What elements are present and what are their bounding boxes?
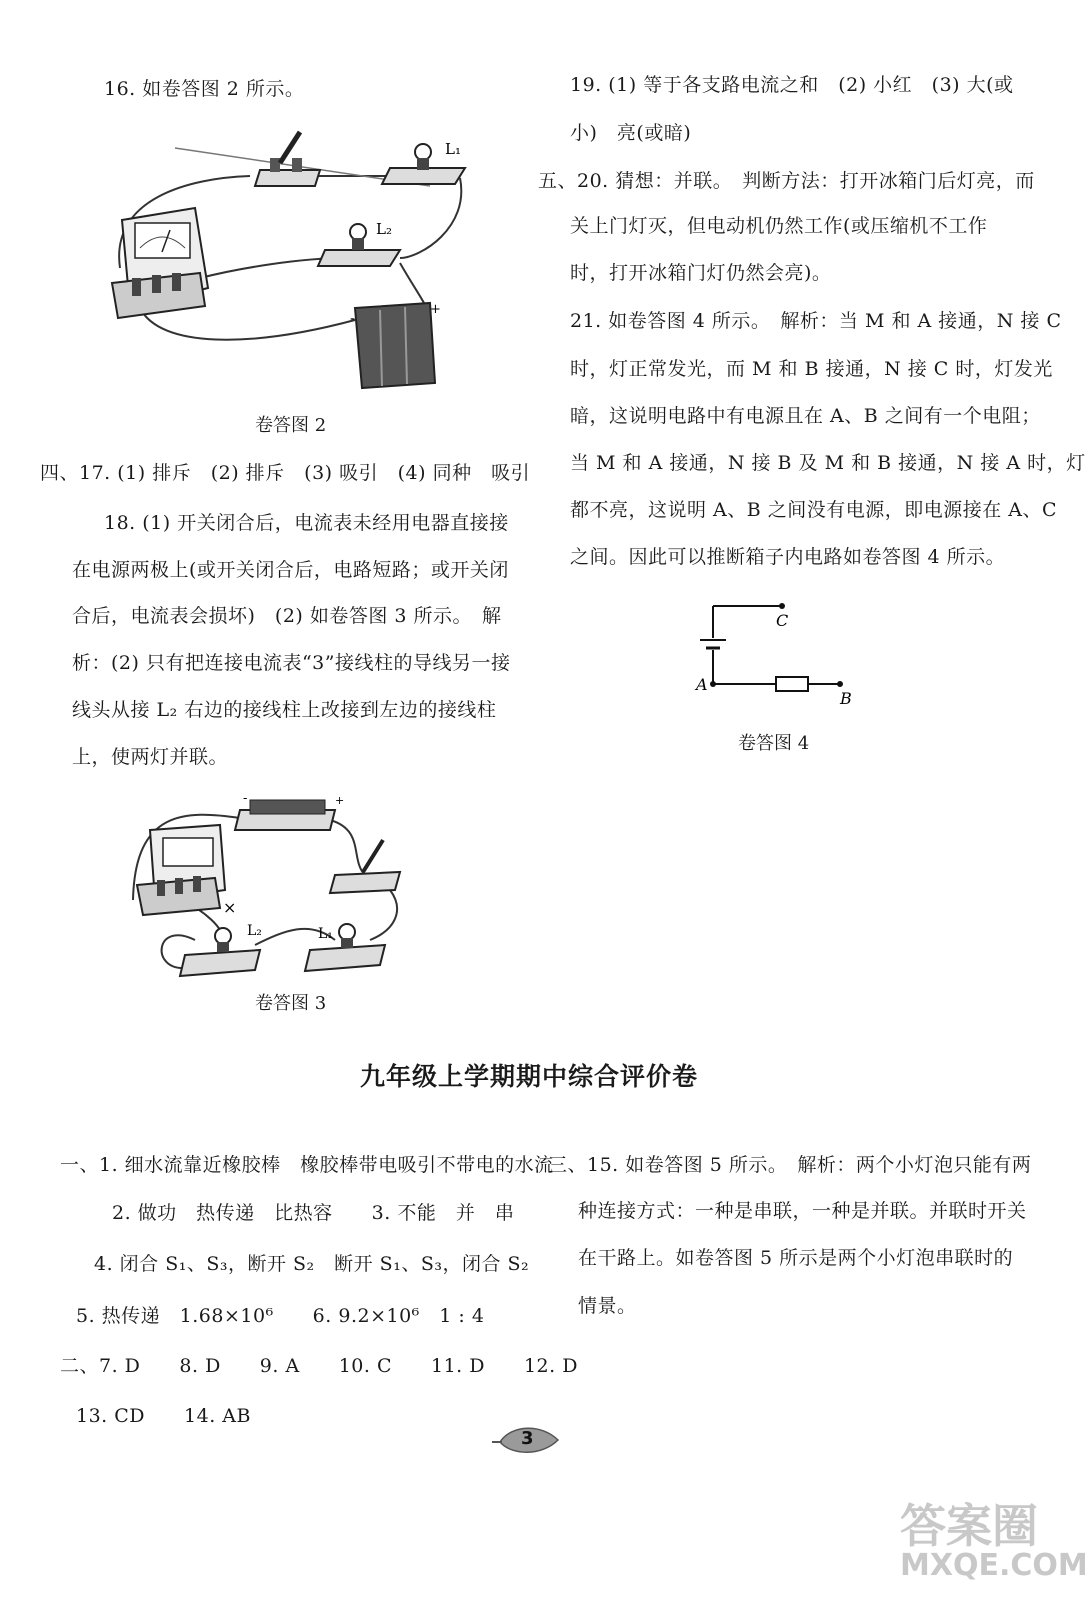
q15-line-1: 三、15. 如卷答图 5 所示。 解析：两个小灯泡只能有两 [548, 1154, 1032, 1176]
figure-2-caption: 卷答图 2 [255, 415, 327, 436]
q20-line-1: 五、20. 猜想：并联。 判断方法：打开冰箱门后灯亮，而 [538, 170, 1035, 192]
q21-line-5: 都不亮，这说明 A、B 之间没有电源，即电源接在 A、C [570, 499, 1058, 521]
watermark-url: MXQE.COM [900, 1548, 1088, 1583]
figure-2-circuit [100, 118, 480, 398]
q21-line-6: 之间。因此可以推断箱子内电路如卷答图 4 所示。 [570, 546, 1006, 568]
figure-4-schematic [688, 594, 858, 709]
figure-3-circuit [125, 790, 415, 990]
q18-line-2: 在电源两极上(或开关闭合后，电路短路；或开关闭 [72, 559, 509, 581]
fig2-l2-label: L₂ [376, 220, 392, 238]
fig4-c-label: C [776, 611, 789, 630]
q15-line-2: 种连接方式：一种是串联，一种是并联。并联时开关 [578, 1200, 1027, 1222]
page-number: 3 [521, 1428, 534, 1449]
fig3-l1-label: L₁ [318, 926, 333, 942]
lower-left-line-4: 5. 热传递 1.68×10⁶ 6. 9.2×10⁶ 1 : 4 [76, 1305, 485, 1327]
q18-line-3: 合后，电流表会损坏) (2) 如卷答图 3 所示。 解 [72, 605, 502, 627]
q21-line-2: 时，灯正常发光，而 M 和 B 接通，N 接 C 时，灯发光 [570, 358, 1053, 380]
fig2-plus-label: + [430, 302, 441, 317]
fig4-b-label: B [840, 689, 852, 708]
fig2-minus-label: - [350, 309, 356, 327]
lower-left-line-5: 二、7. D 8. D 9. A 10. C 11. D 12. D [60, 1355, 578, 1377]
watermark-logo-text: 答案圈 [900, 1499, 1038, 1553]
fig2-l1-label: L₁ [445, 140, 461, 158]
q18-line-5: 线头从接 L₂ 右边的接线柱上改接到左边的接线柱 [72, 699, 497, 721]
lower-left-line-6: 13. CD 14. AB [76, 1405, 251, 1427]
q16-text: 16. 如卷答图 2 所示。 [104, 78, 305, 100]
q15-line-3: 在干路上。如卷答图 5 所示是两个小灯泡串联时的 [578, 1247, 1014, 1269]
q18-line-6: 上，使两灯并联。 [72, 746, 229, 768]
q21-line-1: 21. 如卷答图 4 所示。 解析：当 M 和 A 接通，N 接 C [570, 310, 1062, 332]
section-title: 九年级上学期期中综合评价卷 [360, 1062, 699, 1091]
q19-line-2: 小) 亮(或暗) [570, 122, 692, 144]
figure-4-caption: 卷答图 4 [738, 733, 810, 754]
fig4-a-label: A [696, 675, 708, 694]
fig3-plus-label: + [335, 794, 345, 807]
q15-line-4: 情景。 [578, 1295, 637, 1317]
figure-3-caption: 卷答图 3 [255, 993, 327, 1014]
fig3-cross-mark: × [223, 898, 237, 917]
lower-left-line-2: 2. 做功 热传递 比热容 3. 不能 并 串 [112, 1202, 515, 1224]
q18-line-1: 18. (1) 开关闭合后，电流表未经用电器直接接 [104, 512, 509, 534]
q17-text: 四、17. (1) 排斥 (2) 排斥 (3) 吸引 (4) 同种 吸引 [40, 462, 531, 484]
q21-line-3: 暗，这说明电路中有电源且在 A、B 之间有一个电阻； [570, 405, 1041, 427]
q20-line-2: 关上门灯灭，但电动机仍然工作(或压缩机不工作 [570, 215, 988, 237]
q21-line-4: 当 M 和 A 接通，N 接 B 及 M 和 B 接通，N 接 A 时，灯 [570, 452, 1086, 474]
fig3-minus-label: - [243, 791, 248, 806]
fig3-l2-label: L₂ [247, 923, 262, 939]
q19-line-1: 19. (1) 等于各支路电流之和 (2) 小红 (3) 大(或 [570, 74, 1014, 96]
q20-line-3: 时，打开冰箱门灯仍然会亮)。 [570, 262, 832, 284]
q18-line-4: 析：(2) 只有把连接电流表“3”接线柱的导线另一接 [72, 652, 511, 674]
lower-left-line-1: 一、1. 细水流靠近橡胶棒 橡胶棒带电吸引不带电的水流 [60, 1154, 554, 1176]
lower-left-line-3: 4. 闭合 S₁、S₃，断开 S₂ 断开 S₁、S₃，闭合 S₂ [94, 1253, 530, 1275]
